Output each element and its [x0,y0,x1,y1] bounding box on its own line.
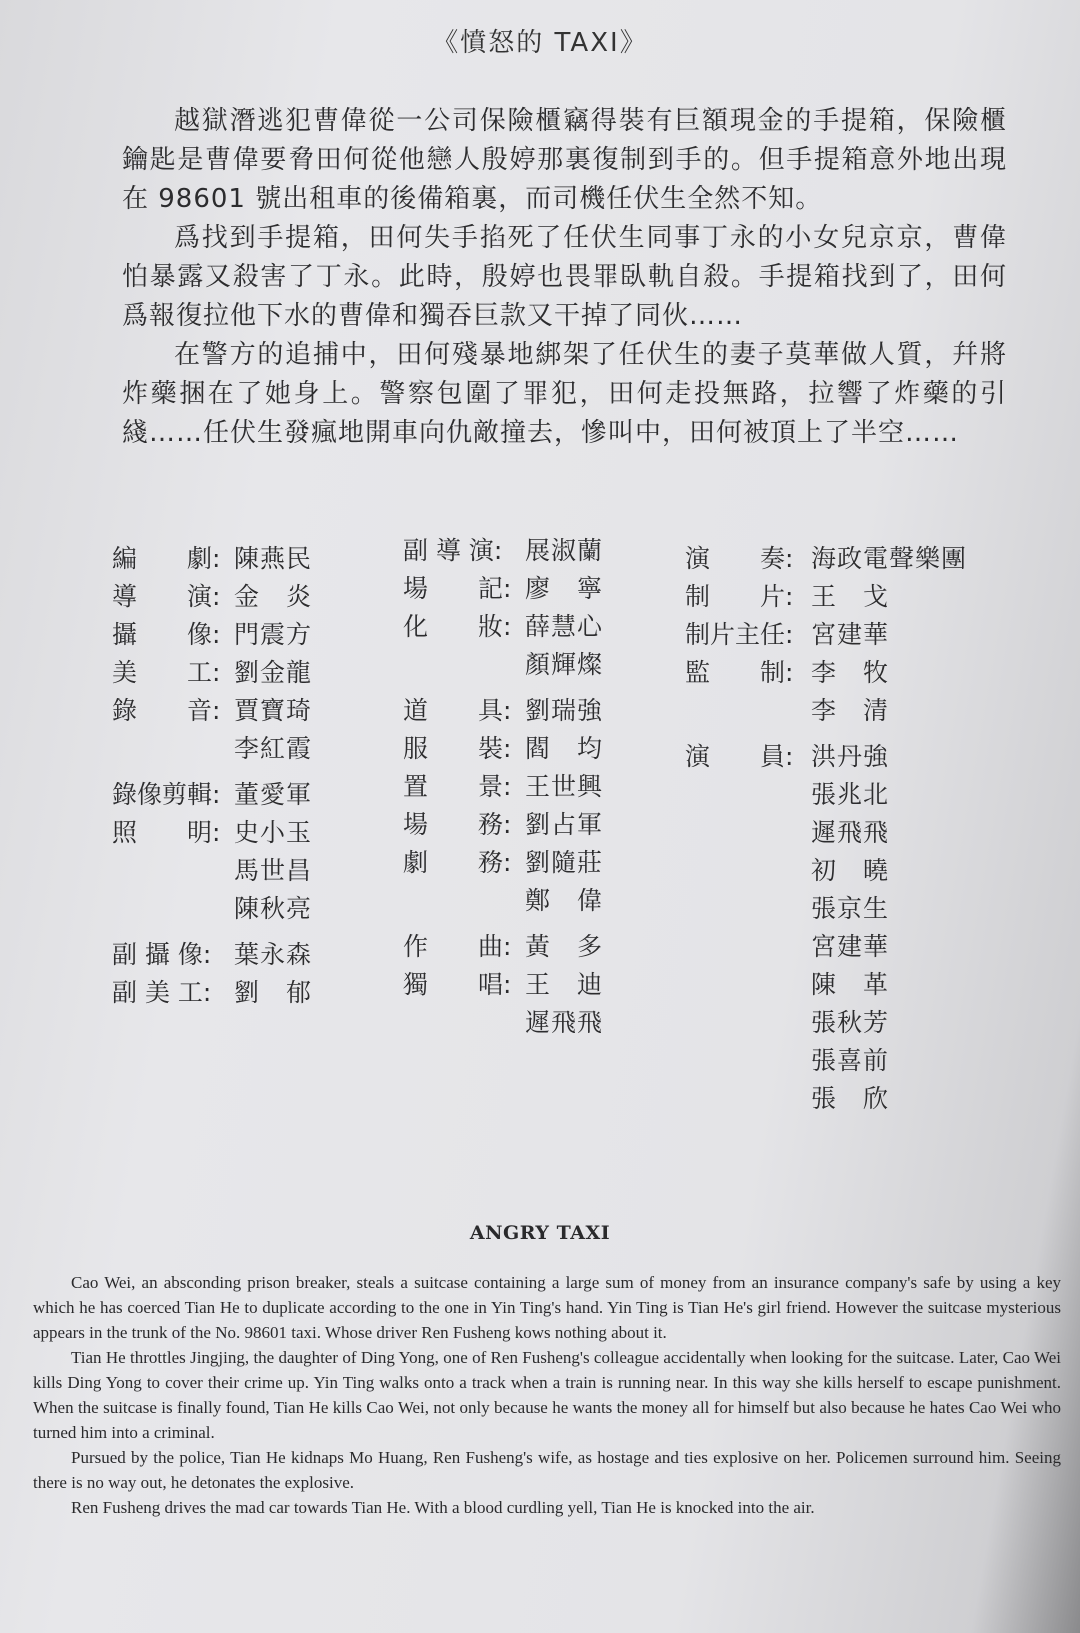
credit-row [112,934,352,972]
credit-row [112,690,352,728]
credit-row [112,728,352,766]
credit-row [403,530,643,568]
credit-row [685,774,1005,812]
credit-row [685,614,1005,652]
credit-name: 宮建華 [811,620,890,649]
credit-name: 陳秋亮 [234,894,313,923]
credit-row [685,576,1005,614]
credit-row [403,1002,643,1040]
credit-role: 導 演: [112,582,221,611]
credit-role: 副 導 演: [403,536,503,565]
credit-role: 制片主任: [685,620,794,649]
credit-role: 監 制: [685,658,794,687]
credit-name: 顏輝燦 [525,650,604,679]
credit-row [403,964,643,1002]
credit-name: 薛慧心 [525,612,604,641]
credit-name: 鄭 偉 [525,886,604,915]
credit-row [685,652,1005,690]
credit-row [685,964,1005,1002]
credit-role: 副 攝 像: [112,940,212,969]
credit-role: 服 裝: [403,734,512,763]
credit-name: 門震方 [234,620,313,649]
credit-name: 遲飛飛 [525,1008,604,1037]
credit-role: 制 片: [685,582,794,611]
credit-row [112,652,352,690]
credit-role: 置 景: [403,772,512,801]
credit-role: 道 具: [403,696,512,725]
credit-row [112,850,352,888]
credit-role: 作 曲: [403,932,512,961]
english-paragraph: Cao Wei, an absconding prison breaker, steals a suitcase containing a large sum of money from an insurance company's safe by using a key which he has coerced Tian He to duplicate according to the one in Yin Ting's hand. Yin Ting is Tian He's girl friend. However the suitcase mysterious appears in the trunk of the No. 98601 taxi. Whose driver Ren Fusheng kows nothing about it. [33,1273,1061,1342]
credit-row [403,644,643,682]
credit-row [112,972,352,1010]
credits-column-2 [403,530,643,1040]
credit-row [685,1040,1005,1078]
credit-role: 副 美 工: [112,978,212,1007]
credit-name: 王 迪 [525,970,604,999]
credit-name: 陳 革 [811,970,890,999]
credit-role: 攝 像: [112,620,221,649]
credit-name: 展淑蘭 [525,536,604,565]
credit-role: 場 記: [403,574,512,603]
credit-row [403,690,643,728]
credit-name: 閻 均 [525,734,604,763]
credit-row [112,888,352,926]
credit-row [685,850,1005,888]
chinese-synopsis [122,102,1007,453]
credit-row [403,606,643,644]
credit-name: 洪丹強 [811,742,890,771]
credit-role: 劇 務: [403,848,512,877]
credits-column-3 [685,538,1005,1116]
credit-name: 馬世昌 [234,856,313,885]
credit-name: 金 炎 [234,582,313,611]
credit-name: 史小玉 [234,818,313,847]
synopsis-paragraph: 在警方的追捕中，田何殘暴地綁架了任伏生的妻子莫華做人質，幷將炸藥捆在了她身上。警察包圍了罪犯，田何走投無路，拉響了炸藥的引綫……任伏生發瘋地開車向仇敵撞去，慘叫中，田何被頂上了半空…… [122,340,1007,448]
credit-name: 劉隨莊 [525,848,604,877]
credit-name: 遲飛飛 [811,818,890,847]
credit-name: 黃 多 [525,932,604,961]
credit-name: 董愛軍 [234,780,313,809]
credit-name: 劉瑞強 [525,696,604,725]
credit-name: 張 欣 [811,1084,890,1113]
credit-name: 張秋芳 [811,1008,890,1037]
credit-row [112,538,352,576]
english-paragraph: Tian He throttles Jingjing, the daughter of Ding Yong, one of Ren Fusheng's colleague accidentally when looking for the suitcase. Later, Cao Wei kills Ding Yong to cover their crime up. Yin Ting walks onto a track when a train is running near. In this way she kills herself to escape punishment. When the suitcase is finally found, Tian He kills Cao Wei, not only because he wants the money all for himself but also because he hates Cao Wei who turned him into a criminal. [33,1348,1061,1442]
credit-role: 錄 音: [112,696,221,725]
credit-name: 李紅霞 [234,734,313,763]
credit-role: 編 劇: [112,544,221,573]
credit-role: 錄像剪輯: [112,780,221,809]
credit-row [403,766,643,804]
credit-row [403,926,643,964]
credit-role: 演 員: [685,742,794,771]
credit-row [685,538,1005,576]
credit-name: 陳燕民 [234,544,313,573]
credit-row [403,880,643,918]
credit-name: 劉占軍 [525,810,604,839]
credit-name: 劉 郁 [234,978,313,1007]
credit-row [112,774,352,812]
credit-role: 美 工: [112,658,221,687]
credit-row [685,690,1005,728]
credit-role: 獨 唱: [403,970,512,999]
credit-row [403,842,643,880]
synopsis-paragraph: 爲找到手提箱，田何失手掐死了任伏生同事丁永的小女兒京京，曹偉怕暴露又殺害了丁永。此時，殷婷也畏罪臥軌自殺。手提箱找到了，田何爲報復拉他下水的曹偉和獨吞巨款又干掉了同伙…… [122,223,1007,331]
credit-row [685,888,1005,926]
credit-name: 海政電聲樂團 [811,544,968,573]
synopsis-paragraph: 越獄潛逃犯曹偉從一公司保險櫃竊得裝有巨額現金的手提箱，保險櫃鑰匙是曹偉要脅田何從他戀人殷婷那裏復制到手的。但手提箱意外地出現在 98601 號出租車的後備箱裏，而司機任伏生全然不知。 [122,106,1007,214]
credit-name: 賈寶琦 [234,696,313,725]
credit-row [685,1078,1005,1116]
english-paragraph: Ren Fusheng drives the mad car towards Tian He. With a blood curdling yell, Tian He is knocked into the air. [71,1498,815,1517]
credit-role: 場 務: [403,810,512,839]
credit-row [685,812,1005,850]
credit-name: 張喜前 [811,1046,890,1075]
english-title: ANGRY TAXI [469,1222,611,1244]
credit-row [403,568,643,606]
credit-row [112,576,352,614]
english-synopsis [33,1270,1061,1520]
credit-row [685,926,1005,964]
credit-role: 化 妝: [403,612,512,641]
credit-row [685,736,1005,774]
credit-name: 初 曉 [811,856,890,885]
english-paragraph: Pursued by the police, Tian He kidnaps Mo Huang, Ren Fusheng's wife, as hostage and ties explosive on her. Policemen surround him. Seeing there is no way out, he detonates the explosive. [33,1448,1061,1492]
credit-name: 張兆北 [811,780,890,809]
credit-row [685,1002,1005,1040]
credit-name: 宮建華 [811,932,890,961]
credit-row [112,812,352,850]
credit-name: 葉永森 [234,940,313,969]
credits-column-1 [112,538,352,1010]
credit-name: 張京生 [811,894,890,923]
credit-name: 廖 寧 [525,574,604,603]
credit-name: 王世興 [525,772,604,801]
credit-name: 劉金龍 [234,658,313,687]
credit-role: 演 奏: [685,544,794,573]
credit-role: 照 明: [112,818,221,847]
page-header-title: 《憤怒的 TAXI》 [432,28,648,58]
credit-row [112,614,352,652]
credit-name: 李 清 [811,696,890,725]
credit-name: 李 牧 [811,658,890,687]
credit-row [403,804,643,842]
credit-name: 王 戈 [811,582,890,611]
credit-row [403,728,643,766]
